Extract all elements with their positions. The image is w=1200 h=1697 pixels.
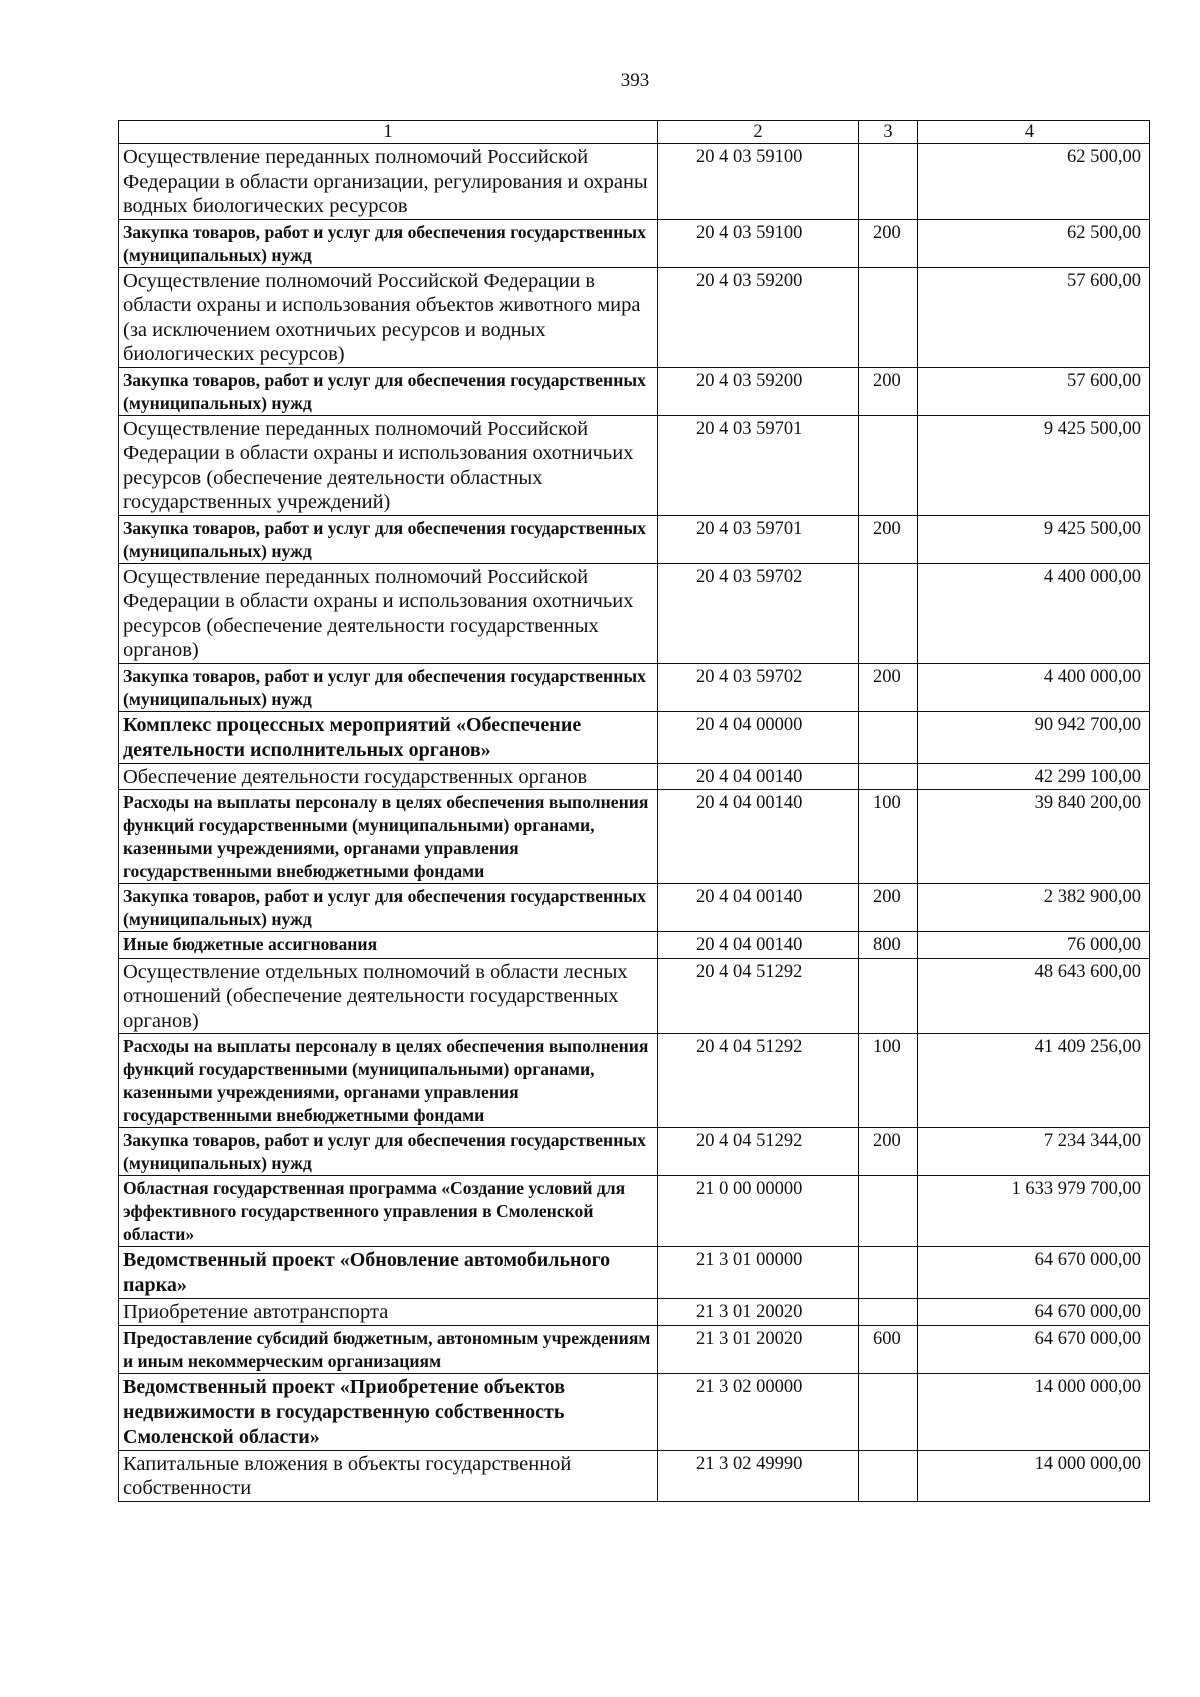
table-row <box>119 267 1150 367</box>
row-expense-type <box>859 1176 918 1247</box>
row-name: Осуществление полномочий Российской Федерации в области охраны и использования объектов животного мира (за исключением охотничьих ресурсов и водных биологических ресурсов) <box>119 267 658 367</box>
row-name: Закупка товаров, работ и услуг для обеспечения государственных (муниципальных) нужд <box>119 515 658 563</box>
row-amount: 14 000 000,00 <box>918 1450 1150 1501</box>
row-code: 20 4 03 59702 <box>658 663 859 711</box>
row-amount: 57 600,00 <box>918 267 1150 367</box>
row-expense-type: 200 <box>859 367 918 415</box>
row-expense-type: 200 <box>859 515 918 563</box>
table-row <box>119 1325 1150 1373</box>
row-expense-type: 200 <box>859 1128 918 1176</box>
row-name: Приобретение автотранспорта <box>119 1299 658 1326</box>
table-row <box>119 1176 1150 1247</box>
table-row <box>119 932 1150 959</box>
row-expense-type <box>859 1247 918 1299</box>
table-row <box>119 763 1150 790</box>
budget-table <box>118 120 1150 1502</box>
header-col-3: 3 <box>859 121 918 144</box>
table-row <box>119 515 1150 563</box>
table-row <box>119 144 1150 220</box>
table-row <box>119 1247 1150 1299</box>
row-amount: 4 400 000,00 <box>918 563 1150 663</box>
table-row <box>119 1034 1150 1128</box>
row-code: 20 4 04 51292 <box>658 1034 859 1128</box>
table-row <box>119 1128 1150 1176</box>
row-expense-type <box>859 563 918 663</box>
table-row <box>119 1299 1150 1326</box>
table-row <box>119 663 1150 711</box>
row-expense-type: 600 <box>859 1325 918 1373</box>
row-code: 20 4 04 00140 <box>658 763 859 790</box>
table-row <box>119 367 1150 415</box>
row-amount: 57 600,00 <box>918 367 1150 415</box>
row-amount: 9 425 500,00 <box>918 515 1150 563</box>
row-amount: 62 500,00 <box>918 219 1150 267</box>
table-row <box>119 1373 1150 1450</box>
row-name: Капитальные вложения в объекты государственной собственности <box>119 1450 658 1501</box>
row-amount: 41 409 256,00 <box>918 1034 1150 1128</box>
row-code: 20 4 04 51292 <box>658 958 859 1034</box>
header-col-2: 2 <box>658 121 859 144</box>
row-code: 20 4 04 00140 <box>658 932 859 959</box>
row-amount: 14 000 000,00 <box>918 1373 1150 1450</box>
row-amount: 9 425 500,00 <box>918 415 1150 515</box>
page-number: 393 <box>620 70 650 91</box>
row-name: Закупка товаров, работ и услуг для обеспечения государственных (муниципальных) нужд <box>119 663 658 711</box>
row-amount: 62 500,00 <box>918 144 1150 220</box>
row-amount: 39 840 200,00 <box>918 790 1150 884</box>
row-amount: 7 234 344,00 <box>918 1128 1150 1176</box>
row-expense-type <box>859 144 918 220</box>
row-amount: 64 670 000,00 <box>918 1299 1150 1326</box>
row-amount: 76 000,00 <box>918 932 1150 959</box>
row-name: Осуществление отдельных полномочий в области лесных отношений (обеспечение деятельности государственных органов) <box>119 958 658 1034</box>
table-row <box>119 790 1150 884</box>
row-name: Расходы на выплаты персоналу в целях обеспечения выполнения функций государственными (муниципальными) органами, казенными учреждениями, органами управления государственными внебюджетными фондами <box>119 1034 658 1128</box>
row-name: Закупка товаров, работ и услуг для обеспечения государственных (муниципальных) нужд <box>119 1128 658 1176</box>
row-amount: 42 299 100,00 <box>918 763 1150 790</box>
row-code: 21 3 01 20020 <box>658 1325 859 1373</box>
row-name: Осуществление переданных полномочий Российской Федерации в области охраны и использования охотничьих ресурсов (обеспечение деятельности государственных органов) <box>119 563 658 663</box>
row-expense-type: 200 <box>859 663 918 711</box>
row-expense-type <box>859 1373 918 1450</box>
row-name: Ведомственный проект «Обновление автомобильного парка» <box>119 1247 658 1299</box>
row-expense-type: 200 <box>859 219 918 267</box>
table-row <box>119 415 1150 515</box>
header-col-4: 4 <box>918 121 1150 144</box>
row-name: Закупка товаров, работ и услуг для обеспечения государственных (муниципальных) нужд <box>119 884 658 932</box>
table-row <box>119 958 1150 1034</box>
row-name: Закупка товаров, работ и услуг для обеспечения государственных (муниципальных) нужд <box>119 219 658 267</box>
table-row <box>119 884 1150 932</box>
row-amount: 1 633 979 700,00 <box>918 1176 1150 1247</box>
row-code: 20 4 03 59100 <box>658 219 859 267</box>
row-name: Обеспечение деятельности государственных органов <box>119 763 658 790</box>
row-code: 20 4 04 00140 <box>658 790 859 884</box>
row-name: Иные бюджетные ассигнования <box>119 932 658 959</box>
row-expense-type <box>859 711 918 763</box>
row-amount: 48 643 600,00 <box>918 958 1150 1034</box>
row-name: Расходы на выплаты персоналу в целях обеспечения выполнения функций государственными (муниципальными) органами, казенными учреждениями, органами управления государственными внебюджетными фондами <box>119 790 658 884</box>
row-expense-type <box>859 763 918 790</box>
row-expense-type <box>859 1450 918 1501</box>
row-expense-type <box>859 415 918 515</box>
row-code: 21 3 01 20020 <box>658 1299 859 1326</box>
table-row <box>119 1450 1150 1501</box>
row-code: 20 4 03 59701 <box>658 415 859 515</box>
row-expense-type: 200 <box>859 884 918 932</box>
row-name: Комплекс процессных мероприятий «Обеспечение деятельности исполнительных органов» <box>119 711 658 763</box>
row-code: 20 4 03 59200 <box>658 267 859 367</box>
row-code: 20 4 04 51292 <box>658 1128 859 1176</box>
row-expense-type <box>859 267 918 367</box>
table-row <box>119 711 1150 763</box>
row-amount: 64 670 000,00 <box>918 1247 1150 1299</box>
row-code: 20 4 03 59701 <box>658 515 859 563</box>
row-name: Осуществление переданных полномочий Российской Федерации в области охраны и использования охотничьих ресурсов (обеспечение деятельности областных государственных учреждений) <box>119 415 658 515</box>
table-header-row <box>119 121 1150 144</box>
row-expense-type: 800 <box>859 932 918 959</box>
row-amount: 4 400 000,00 <box>918 663 1150 711</box>
row-name: Осуществление переданных полномочий Российской Федерации в области организации, регулирования и охраны водных биологических ресурсов <box>119 144 658 220</box>
row-code: 20 4 03 59702 <box>658 563 859 663</box>
table-row <box>119 563 1150 663</box>
row-amount: 2 382 900,00 <box>918 884 1150 932</box>
row-name: Закупка товаров, работ и услуг для обеспечения государственных (муниципальных) нужд <box>119 367 658 415</box>
row-code: 21 3 02 00000 <box>658 1373 859 1450</box>
header-col-1: 1 <box>119 121 658 144</box>
row-expense-type: 100 <box>859 790 918 884</box>
row-code: 20 4 04 00140 <box>658 884 859 932</box>
row-amount: 90 942 700,00 <box>918 711 1150 763</box>
row-name: Ведомственный проект «Приобретение объектов недвижимости в государственную собственность Смоленской области» <box>119 1373 658 1450</box>
row-expense-type <box>859 1299 918 1326</box>
row-name: Областная государственная программа «Создание условий для эффективного государственного управления в Смоленской области» <box>119 1176 658 1247</box>
row-code: 21 0 00 00000 <box>658 1176 859 1247</box>
row-code: 20 4 03 59100 <box>658 144 859 220</box>
row-expense-type: 100 <box>859 1034 918 1128</box>
row-name: Предоставление субсидий бюджетным, автономным учреждениям и иным некоммерческим организациям <box>119 1325 658 1373</box>
row-code: 21 3 02 49990 <box>658 1450 859 1501</box>
row-code: 20 4 04 00000 <box>658 711 859 763</box>
row-amount: 64 670 000,00 <box>918 1325 1150 1373</box>
row-code: 20 4 03 59200 <box>658 367 859 415</box>
row-code: 21 3 01 00000 <box>658 1247 859 1299</box>
table-row <box>119 219 1150 267</box>
row-expense-type <box>859 958 918 1034</box>
